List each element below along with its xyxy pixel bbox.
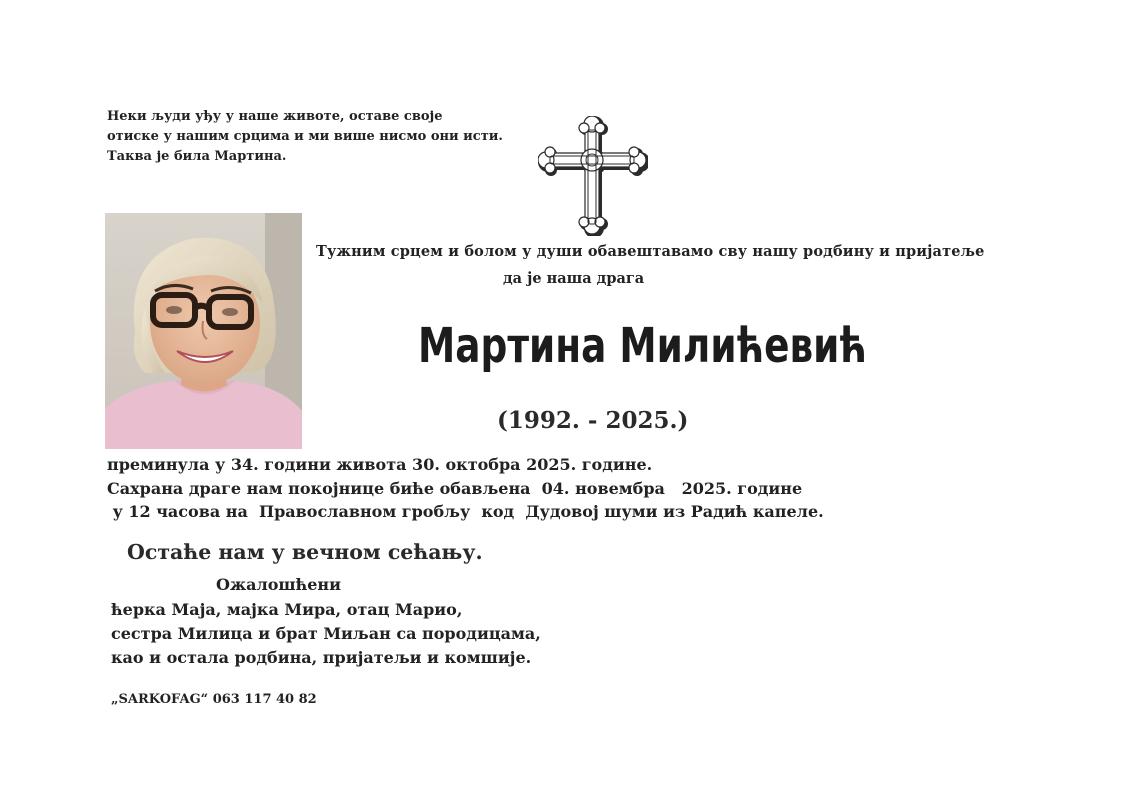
mourners-line: ћерка Маја, мајка Мира, отац Марио, [111,600,463,619]
mourners-line: сестра Милица и брат Миљан са породицама, [111,624,541,643]
quote-line: Неки људи уђу у наше животе, оставе своје [107,109,443,124]
details-line: у 12 часова на Православном гробљу код Дудовој шуми из Радић капеле. [107,502,824,521]
portrait-photo [105,213,302,449]
announcement-line: Тужним срцем и болом у души обавештавамо сву нашу родбину и пријатеље [316,243,985,260]
announcement-line: да је наша драга [503,270,645,287]
mourners-line: као и остала родбина, пријатељи и комшије. [111,648,532,667]
funeral-details [107,453,824,524]
cross-icon [538,116,648,236]
details-line: преминула у 34. години живота 30. октобра 2025. године. [107,455,653,474]
memory-phrase: Остаће нам у вечном сећању. [127,540,483,564]
opening-quote [107,107,503,167]
life-years: (1992. - 2025.) [497,407,689,434]
mourners-list [111,598,541,670]
quote-line: Таква је била Мартина. [107,149,287,164]
quote-line: отиске у нашим срцима и ми више нисмо они исти. [107,129,503,144]
mourners-title: Ожалошћени [216,575,341,594]
funeral-service-contact: „SARKOFAG“ 063 117 40 82 [111,692,317,707]
details-line: Сахрана драге нам покојнице биће обављена 04. новембра 2025. године [107,478,803,498]
deceased-name: Мартина Милићевић [418,318,867,374]
